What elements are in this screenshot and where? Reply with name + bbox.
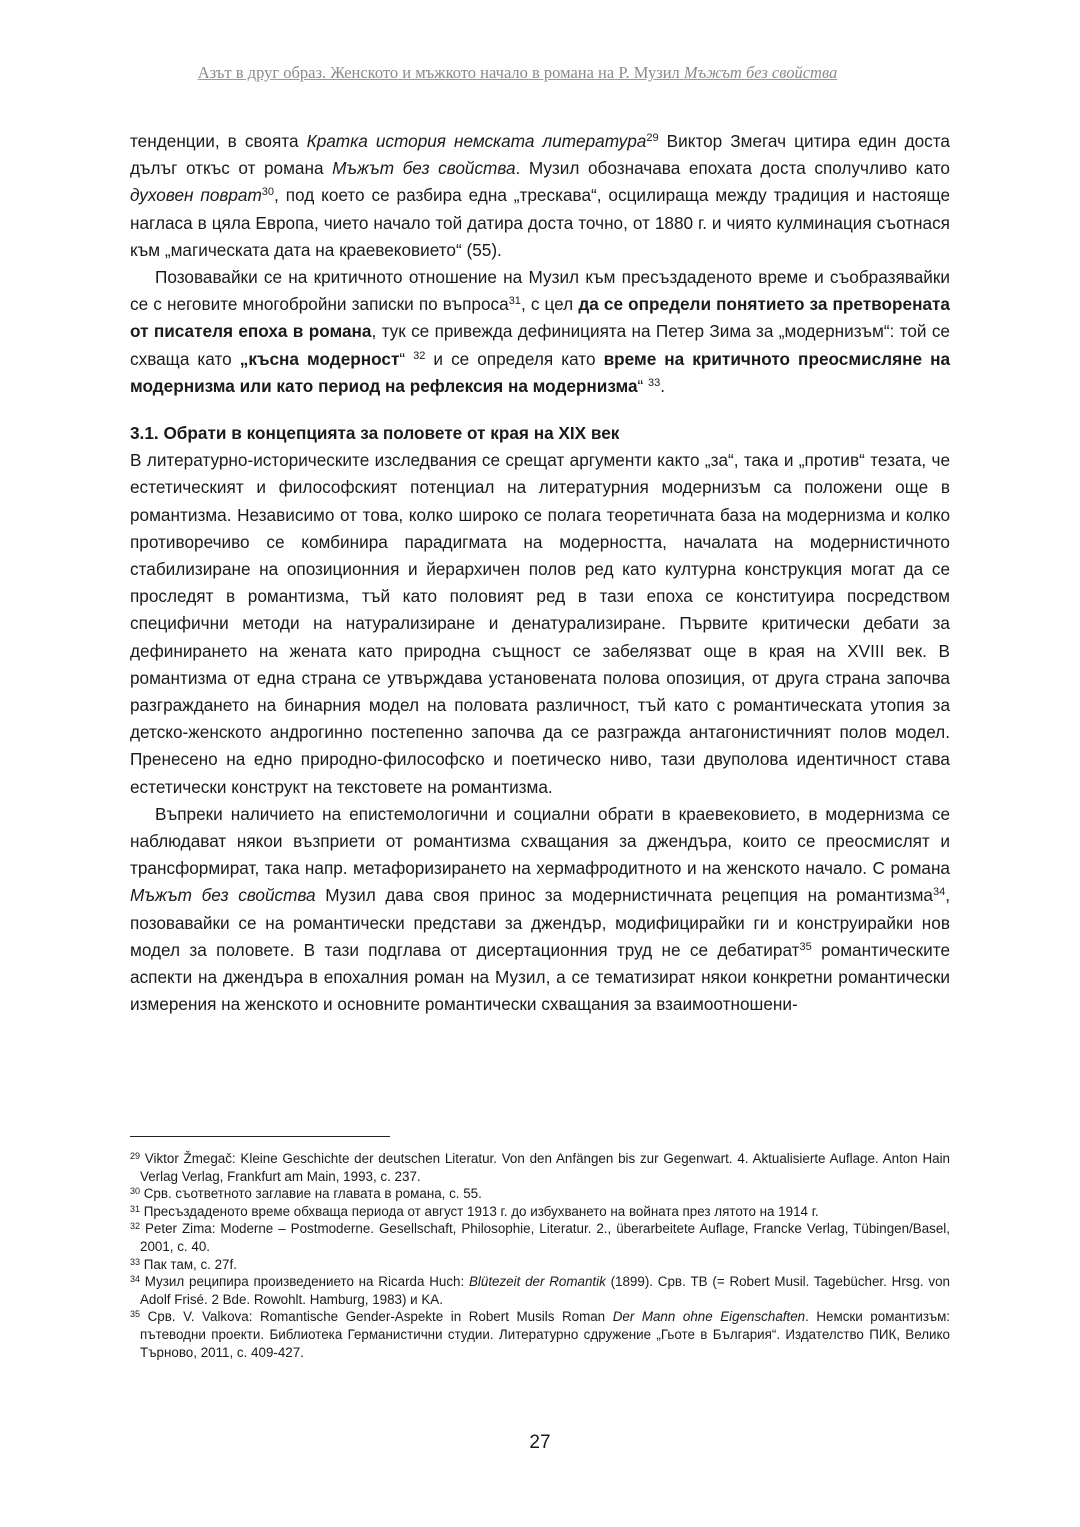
footnote-ref: 34 (932, 886, 946, 899)
book-title: Кратка история немската литература (306, 131, 647, 151)
footnote-number: 29 (130, 1151, 141, 1161)
footnote-ref: 30 (261, 186, 275, 199)
footnote-35 (130, 1308, 950, 1361)
footnote-separator (130, 1136, 390, 1137)
footnote-ref: 32 (413, 349, 426, 362)
running-title-italic: Мъжът без свойства (683, 63, 838, 82)
footnote-ref: 35 (799, 940, 812, 953)
footnote-text: Срв. съответното заглавие на главата в романа, с. 55. (140, 1186, 482, 1202)
footnote-title-italic: Der Mann ohne Eigenschaften (612, 1309, 806, 1325)
text-run: и се определя като (425, 348, 604, 369)
footnote-number: 33 (130, 1256, 141, 1267)
bold-phrase: „късна модерност (239, 348, 400, 369)
text-run: “ (399, 348, 414, 369)
text-run: “ (637, 375, 649, 396)
footnote-32 (130, 1220, 950, 1255)
running-title-plain: Азът в друг образ. Женското и мъжкото начало в романа на Р. Музил (197, 63, 684, 82)
section-paragraph-2 (130, 801, 950, 1019)
footnote-30 (130, 1185, 950, 1203)
footnotes (130, 1150, 950, 1361)
footnote-text: Peter Zima: Moderne – Postmoderne. Gesellschaft, Philosophie, Literatur. 2., überarbeitete Auflage, Francke Verlag, Tübingen/Basel, 2001, с. 40. (140, 1221, 950, 1254)
text-run: , позовавайки се на романтически представи за джендър, модифицирайки ги и конструирайки нов модел за половете. В тази подглава от дисертационния труд не се дебатират (130, 885, 950, 960)
footnote-number: 31 (130, 1203, 141, 1214)
footnote-text: Пак там, с. 27f. (140, 1256, 237, 1272)
footnote-29 (130, 1150, 950, 1185)
footnote-text: Пресъздаденото време обхваща периода от август 1913 г. до избухването на войната през лятото на 1914 г. (140, 1203, 819, 1219)
footnote-text: Viktor Žmegač: Kleine Geschichte der deutschen Literatur. Von den Anfängen bis zur Gegenwart. 4. Aktualisierte Auflage. Anton Hain Verlag Verlag, Frankfurt am Main, 1993, с. 237. (140, 1151, 950, 1184)
footnote-ref: 33 (648, 376, 661, 389)
paragraph-1 (130, 128, 950, 264)
text-run: Въпреки наличието на епистемологични и социални обрати в краевековието, в модернизма се наблюдават някои възприети от романтизма схващания за джендъра, които се преосмислят и трансформират, така напр. метафоризирането на хермафродитното и на женското начало. С романа (130, 803, 950, 879)
footnote-33 (130, 1256, 950, 1274)
term-italic: духовен поврат (130, 185, 262, 206)
text-run: , с цел (520, 294, 579, 315)
text-run: . (660, 375, 666, 396)
text-run: Позовавайки се на критичното отношение на Музил към пресъздаденото време и съобразявайки се с неговите многобройни записки по въпроса (130, 267, 950, 315)
bold-phrase: време на критичното преосмисляне на модернизма или като период на рефлексия на модернизма (130, 348, 951, 396)
novel-title: Мъжът без свойства (332, 158, 516, 179)
footnote-text: Срв. V. Valkova: Romantische Gender-Aspekte in Robert Musils Roman (140, 1309, 613, 1325)
bold-phrase: да се определи понятието за претворената от писателя епоха в романа (130, 294, 950, 342)
footnote-number: 35 (130, 1309, 141, 1320)
footnote-number: 30 (130, 1186, 141, 1197)
novel-title: Мъжът без свойства (130, 885, 316, 906)
text-run: тенденции, в своята (130, 131, 307, 151)
section-heading: 3.1. Обрати в концепцията за половете от края на XIX век (130, 423, 620, 444)
footnote-31 (130, 1203, 950, 1221)
footnote-text: . Немски романтизъм: пътеводни проекти. Библиотека Германистични студии. Литературно сдружение „Гьоте в България“. Издателство ПИК, Велико Търново, 2011, с. 409-427. (140, 1309, 950, 1360)
text-run: . Музил обозначава епохата доста сполучливо като (515, 158, 950, 179)
footnote-number: 32 (130, 1221, 141, 1232)
text-run: , тук се привежда дефиницията на Петер Зима за „модернизъм“: той се схваща като (130, 321, 950, 369)
footnote-34 (130, 1273, 950, 1308)
running-header (130, 63, 905, 83)
text-run: романтическите аспекти на джендъра в епохалния роман на Музил, а се тематизират някои конкретни романтически измерения на женското и основните романтически схващания за взаимоотношени- (130, 939, 950, 1015)
footnote-ref: 31 (508, 295, 521, 308)
page-number: 27 (529, 1432, 551, 1453)
footnote-ref: 29 (646, 132, 659, 144)
main-text (130, 128, 950, 1019)
paragraph-2 (130, 264, 950, 400)
section-paragraph-1: В литературно-историческите изследвания се срещат аргументи както „за“, така и „против“ тезата, че естетическият и философският потенциал на литературния модернизъм са положени още в романтизма. Независимо от това, колко широко се полага теоретичната база на модернизма и колко противоречиво се комбинира парадигмата на модерността, началата на модернистичното стабилизиране на опозиционния и йерархичен полов ред като културна конструкция могат да се проследят в романтизма, тъй като половият ред в тази епоха се конституира посредством специфични методи на натурализиране и денатурализиране. Първите критически дебати за дефинирането на жената като природна същност се забелязват още в края на XVIII век. В романтизма от една страна се утвърждава установената полова опозиция, от друга страна започва разграждането на бинарния модел на половата различност, тъй като с романтическата утопия за детско-женското андрогинно постепенно започва да се разгражда антагонистичният полов модел. Пренесено на едно природно-философско и поетическо ниво, тази двуполова идентичност става естетически конструкт на текстовете на романтизма. (130, 450, 950, 797)
text-run: Виктор Змегач цитира един доста дълъг откъс от романа (130, 131, 950, 179)
text-run: , под което се разбира една „трескава“, осцилираща между традиция и настояще нагласа в цяла Европа, чието начало той датира доста точно, от 1880 г. и чиято кулминация съотнася към „магическата дата на краевековието“ (55). (130, 185, 951, 260)
footnote-number: 34 (130, 1274, 141, 1285)
text-run: Музил дава своя принос за модернистичната рецепция на романтизма (315, 885, 933, 906)
footnote-text: (1899). Срв. TB (= Robert Musil. Tagebücher. Hrsg. von Adolf Frisé. 2 Bde. Rowohlt. Hamburg, 1983) и KA. (140, 1274, 951, 1307)
footnote-title-italic: Blütezeit der Romantik (468, 1274, 606, 1290)
footnote-text: Музил реципира произведението на Ricarda Huch: (140, 1274, 469, 1290)
